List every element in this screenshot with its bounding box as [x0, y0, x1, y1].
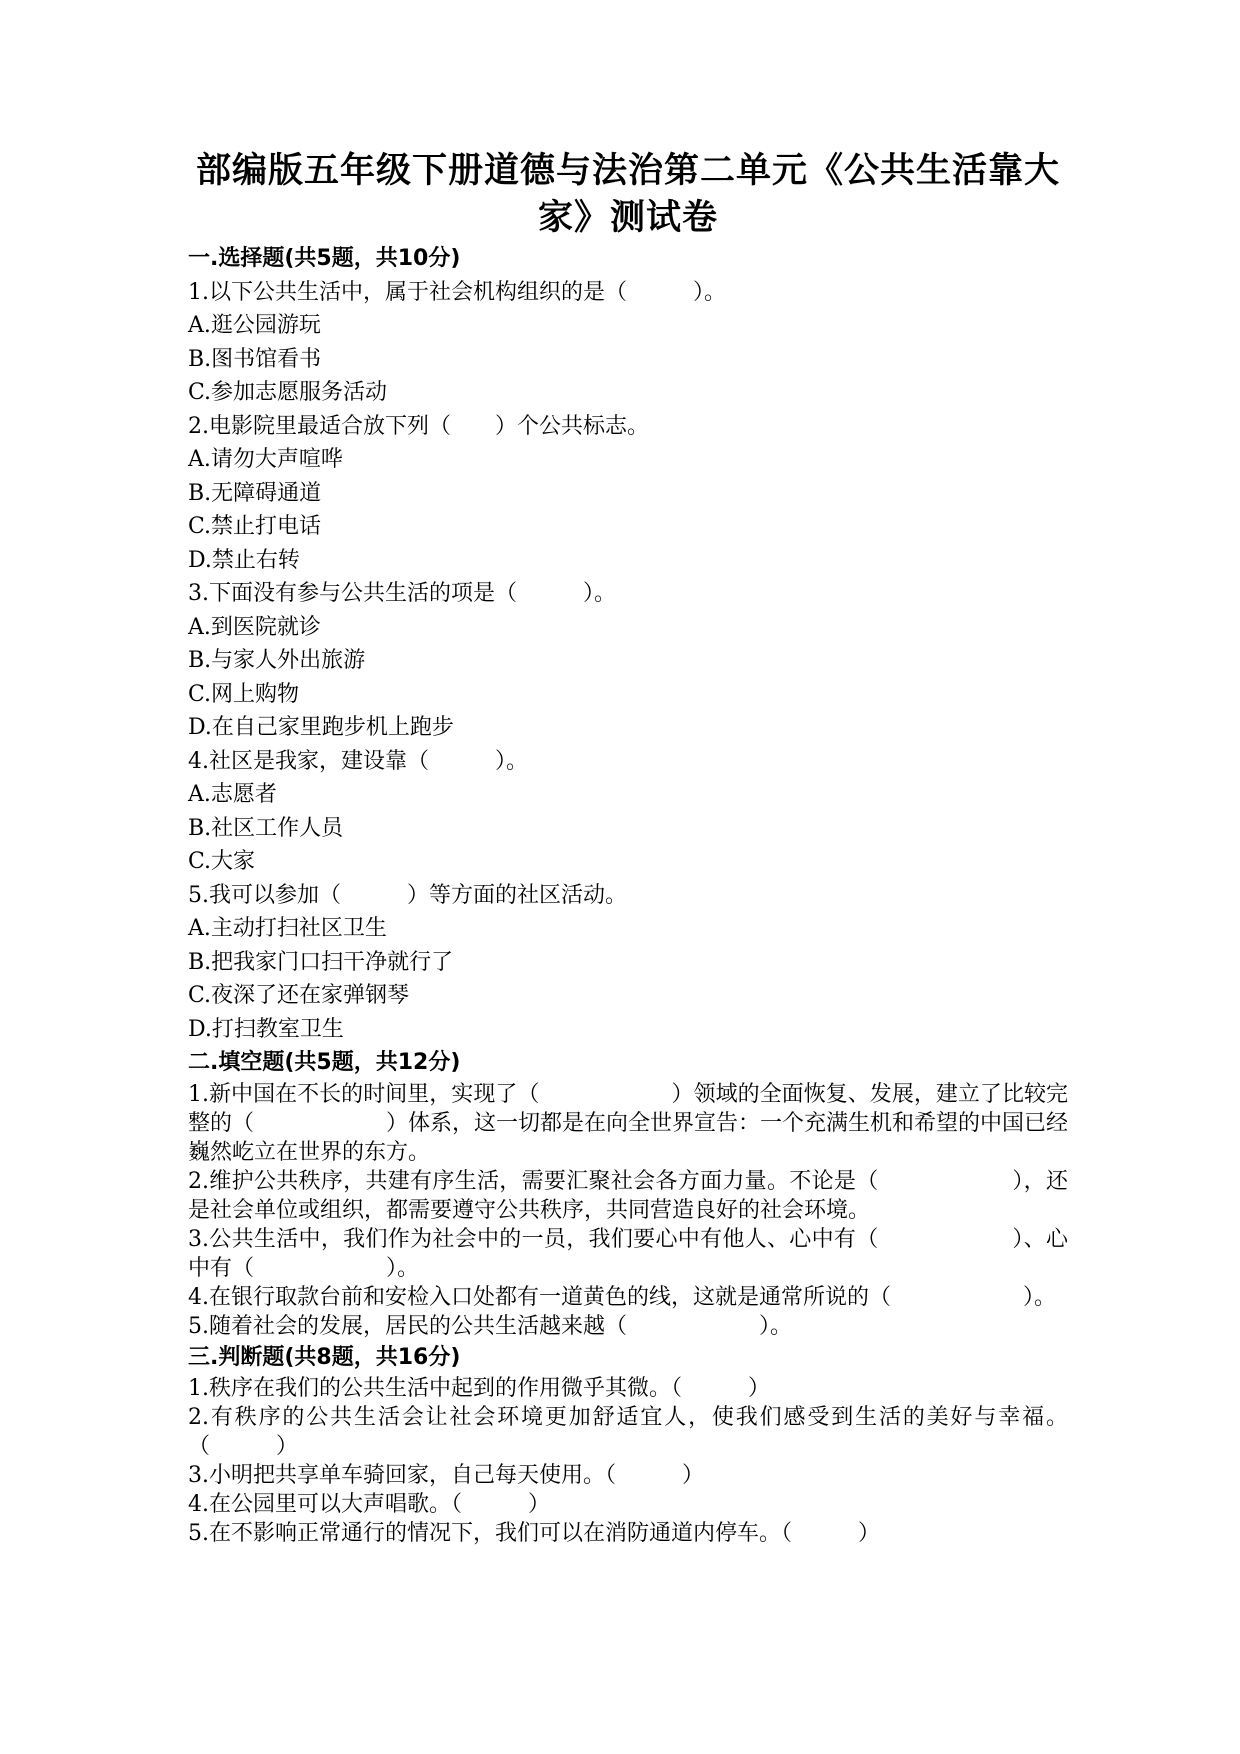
question-fill-4: 4.在银行取款台前和安检入口处都有一道黄色的线，这就是通常所说的（ ）。 [188, 1284, 1056, 1310]
question-fill-1: 1.新中国在不长的时间里，实现了（ ）领域的全面恢复、发展，建立了比较完整的（ ）体系，这一切都是在向全世界宣告：一个充满生机和希望的中国已经巍然屹立在世界的东方。 [188, 1081, 1069, 1165]
question-fill-5: 5.随着社会的发展，居民的公共生活越来越（ ）。 [188, 1313, 792, 1339]
question-choice-1 [188, 276, 1068, 410]
option: D.禁止右转 [188, 547, 300, 573]
option: A.请勿大声喧哗 [188, 447, 343, 472]
option: C.网上购物 [188, 681, 300, 707]
option: A.主动打扫社区卫生 [188, 916, 387, 941]
section-heading-fill: 二.填空题(共5题，共12分) [188, 1050, 461, 1075]
option: D.在自己家里跑步机上跑步 [188, 715, 454, 740]
option: A.志愿者 [188, 782, 277, 807]
option: C.参加志愿服务活动 [188, 380, 388, 405]
option: C.禁止打电话 [188, 514, 322, 539]
question-judge-1: 1.秩序在我们的公共生活中起到的作用微乎其微。（ ） [188, 1376, 770, 1401]
option: B.把我家门口扫干净就行了 [188, 949, 454, 975]
question-stem: 4.社区是我家，建设靠（ ）。 [188, 748, 528, 774]
option: B.与家人外出旅游 [188, 648, 366, 673]
question-judge-2: 2.有秩序的公共生活会让社会环境更加舒适宜人，使我们感受到生活的美好与幸福。（ ） [188, 1405, 1068, 1459]
option: A.到医院就诊 [188, 614, 321, 640]
option: A.逛公园游玩 [188, 313, 321, 338]
option: C.大家 [188, 849, 256, 874]
question-stem: 2.电影院里最适合放下列（ ）个公共标志。 [188, 413, 649, 439]
page-title: 部编版五年级下册道德与法治第二单元《公共生活靠大家》测试卷 [195, 151, 1060, 238]
section-heading-judge: 三.判断题(共8题，共16分) [188, 1344, 461, 1370]
question-stem: 3.下面没有参与公共生活的项是（ ）。 [188, 581, 616, 606]
option: B.社区工作人员 [188, 815, 344, 841]
option: B.图书馆看书 [188, 346, 322, 372]
exam-page [188, 148, 1068, 1548]
question-choice-4 [188, 745, 1068, 879]
question-fill-2: 2.维护公共秩序，共建有序生活，需要汇聚社会各方面力量。不论是（ ），还是社会单位或组织，都需要遵守公共秩序，共同营造良好的社会环境。 [188, 1168, 1068, 1223]
question-stem: 1.以下公共生活中，属于社会机构组织的是（ ）。 [188, 279, 726, 305]
option: D.打扫教室卫生 [188, 1016, 344, 1042]
option: C.夜深了还在家弹钢琴 [188, 983, 410, 1008]
question-stem: 5.我可以参加（ ）等方面的社区活动。 [188, 882, 627, 908]
question-judge-5: 5.在不影响正常通行的情况下，我们可以在消防通道内停车。（ ） [188, 1521, 880, 1546]
section-heading-choice: 一.选择题(共5题，共10分) [188, 246, 461, 271]
question-judge-3: 3.小明把共享单车骑回家，自己每天使用。（ ） [188, 1463, 704, 1488]
question-judge-4: 4.在公园里可以大声唱歌。（ ） [188, 1492, 550, 1517]
question-choice-2 [188, 410, 1068, 578]
question-choice-5 [188, 879, 1068, 1047]
question-fill-3: 3.公共生活中，我们作为社会中的一员，我们要心中有他人、心中有（ ）、心中有（ ）。 [188, 1226, 1068, 1281]
question-choice-3 [188, 577, 1068, 745]
option: B.无障碍通道 [188, 480, 322, 506]
